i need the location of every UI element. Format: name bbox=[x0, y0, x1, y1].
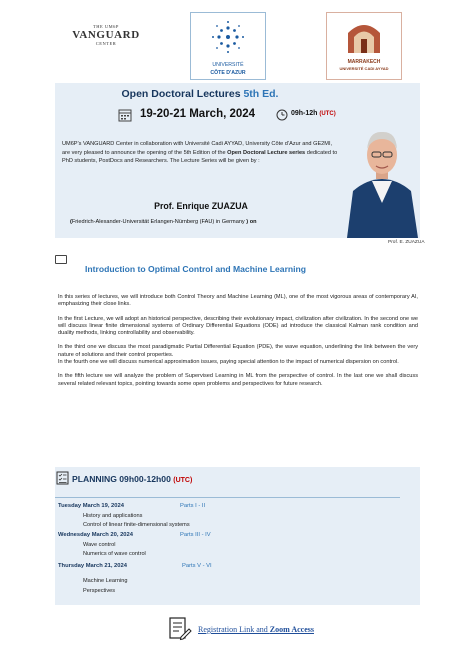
speaker-photo bbox=[345, 83, 420, 238]
registration-link[interactable] bbox=[198, 625, 314, 634]
paragraph: In this series of lectures, we will introduce both Control Theory and Machine Learning (ML), one of the most vigorous areas of contemporary AI, emphasizing their close links. bbox=[58, 294, 418, 308]
paragraph: In the first Lecture, we will adopt an historical perspective, describing their evolutionary impact, civilization after civilization. In the second one we will discuss linear finite dimensional systems of Ordinary Differential Equations (ODE) ad introduce the classical Kalman rank condition and duality methods, linking controllability and observability. bbox=[58, 315, 418, 337]
affil-open: ( bbox=[70, 219, 72, 225]
lecture-description bbox=[58, 294, 418, 395]
intro-paragraph bbox=[62, 140, 340, 166]
paragraph: In the fourth one we will discuss numerical approximation issues, paying special attention to the impact of numerical dispersion on control. bbox=[58, 359, 399, 366]
planning-utc: (UTC) bbox=[173, 477, 193, 484]
vanguard-top-text: THE UM6P bbox=[93, 24, 119, 29]
uca-line2: CÔTE D'AZUR bbox=[210, 70, 246, 76]
uca-logo bbox=[190, 12, 266, 80]
event-date: 19-20-21 March, 2024 bbox=[140, 108, 256, 120]
schedule-item: Perspectives bbox=[83, 588, 116, 594]
checklist-icon bbox=[56, 471, 69, 485]
schedule-item: Control of linear finite-dimensional systems bbox=[83, 522, 190, 528]
title-edition: 5th Ed. bbox=[243, 88, 279, 100]
clock-icon bbox=[276, 109, 288, 121]
mkc-line1: MARRAKECH bbox=[347, 59, 381, 65]
calendar-icon bbox=[118, 108, 132, 122]
planning-divider bbox=[55, 497, 400, 498]
professor-name: Prof. Enrique ZUAZUA bbox=[154, 201, 248, 211]
photo-caption: Prof. E. ZUAZUA bbox=[388, 240, 425, 245]
day-wednesday: Wednesday March 20, 2024 bbox=[58, 532, 133, 538]
parts-thursday: Parts V - VI bbox=[182, 563, 212, 569]
schedule-item: History and applications bbox=[83, 513, 143, 519]
affil-university: Friedrich-Alexander-Universität Erlangen-Nürnberg (FAU) in Germany bbox=[71, 219, 245, 225]
title-main: Open Doctoral Lectures bbox=[121, 88, 244, 100]
paragraph: In the third one we discuss the most paradigmatic Partial Differential Equation (PDE), the wave equation, underlining the link between the very nature of solutions and their control properties. bbox=[58, 344, 418, 358]
planning-title bbox=[72, 474, 192, 484]
cadi-ayyad-emblem-icon bbox=[342, 17, 386, 55]
vanguard-sub-text: CENTER bbox=[95, 41, 117, 46]
paragraph: In the fifth lecture we will analyze the problem of Supervised Learning in ML from the perspective of control. In the last one we shall discuss several related relevant topics, pointing towards some open problems and perspectives for future research. bbox=[58, 373, 418, 387]
registration-text[interactable]: Registration Link and bbox=[198, 625, 270, 634]
uca-emblem-icon bbox=[208, 19, 248, 55]
intro-text-2: dedicated to PhD students, PostDocs and Researchers. The Lecture Series will be given by : bbox=[62, 149, 338, 165]
schedule-item: Machine Learning bbox=[83, 578, 128, 584]
affiliation bbox=[70, 219, 360, 225]
parts-tuesday: Parts I - II bbox=[180, 503, 206, 509]
schedule-item: Wave control bbox=[83, 542, 116, 548]
time-range: 09h-12h bbox=[291, 110, 320, 117]
planning-label: PLANNING 09h00-12h00 bbox=[72, 474, 174, 484]
event-time bbox=[291, 110, 336, 117]
intro-bold: Open Doctoral Lecture series bbox=[227, 149, 306, 156]
speaker-portrait-icon bbox=[345, 83, 420, 238]
time-utc: (UTC) bbox=[319, 111, 336, 117]
day-tuesday: Tuesday March 19, 2024 bbox=[58, 503, 124, 509]
mkc-line2: UNIVERSITÉ CADI AYYAD bbox=[339, 65, 389, 71]
affil-close: ) on bbox=[244, 219, 257, 225]
zoom-access-text[interactable]: Zoom Access bbox=[269, 625, 314, 634]
schedule-item: Numerics of wave control bbox=[83, 551, 146, 557]
vanguard-name-text: VANGUARD bbox=[72, 29, 140, 41]
cadi-ayyad-logo bbox=[326, 12, 402, 80]
page-title bbox=[55, 88, 345, 100]
day-thursday: Thursday March 21, 2024 bbox=[58, 563, 127, 569]
intro-text-1: UM6P’s VANGUARD Center in collaboration with Université Cadi AYYAD, University Côte d’Azur and GE2MI, are very pleased to announce the opening of the 5th Edition of the bbox=[62, 141, 333, 156]
registration-form-icon[interactable] bbox=[168, 617, 192, 641]
vanguard-logo bbox=[70, 24, 142, 47]
presentation-icon bbox=[55, 255, 67, 264]
parts-wednesday: Parts III - IV bbox=[180, 532, 211, 538]
uca-line1: UNIVERSITÉ bbox=[212, 62, 244, 68]
section-title: Introduction to Optimal Control and Machine Learning bbox=[85, 264, 307, 274]
